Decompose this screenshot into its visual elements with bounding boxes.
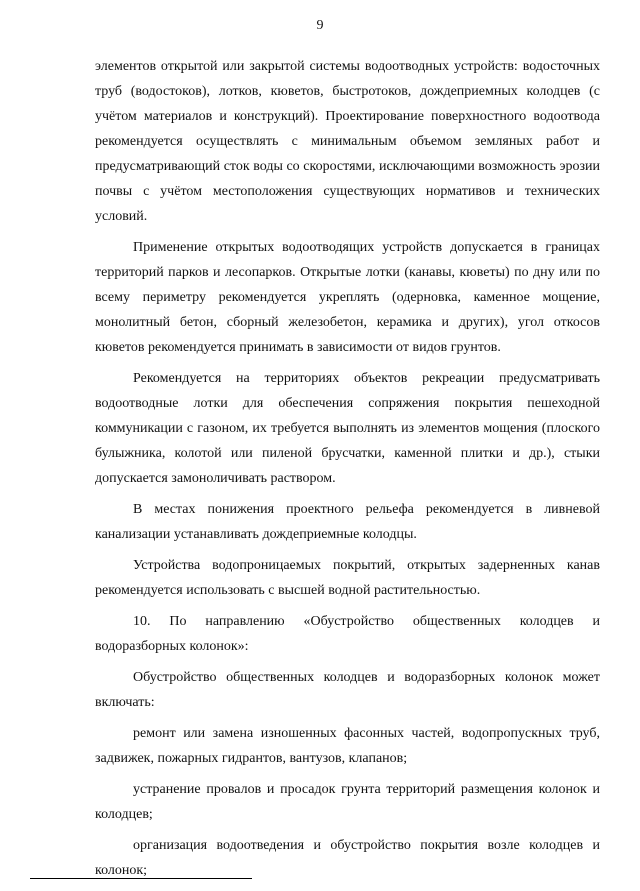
- page-number: 9: [316, 18, 324, 33]
- paragraph: Устройства водопроницаемых покрытий, открытых задерненных канав рекомендуется использовать с высшей водной растительностью.: [95, 558, 600, 598]
- footer-separator-line: [30, 878, 252, 879]
- paragraph: Применение открытых водоотводящих устройств допускается в границах территорий парков и лесопарков. Открытые лотки (канавы, кюветы) по дну или по всему периметру рекомендуется укреплять (одерновка, каменное мощение, монолитный бетон, сборный железобетон, керамика и других), угол откосов кюветов рекомендуется принимать в зависимости от видов грунтов.: [95, 240, 600, 355]
- section-heading: 10. По направлению «Обустройство общественных колодцев и водоразборных колонок»:: [95, 614, 600, 654]
- paragraph: В местах понижения проектного рельефа рекомендуется в ливневой канализации устанавливать дождеприемные колодцы.: [95, 502, 600, 542]
- paragraph: Обустройство общественных колодцев и водоразборных колонок может включать:: [95, 670, 600, 710]
- document-body: [95, 54, 600, 889]
- paragraph: Рекомендуется на территориях объектов рекреации предусматривать водоотводные лотки для обеспечения сопряжения покрытия пешеходной коммуникации с газоном, их требуется выполнять из элементов мощения (плоского булыжника, колотой или пиленой брусчатки, каменной плитки и др.), стыки допускается замоноличивать раствором.: [95, 371, 600, 486]
- list-item: ремонт или замена изношенных фасонных частей, водопропускных труб, задвижек, пожарных гидрантов, вантузов, клапанов;: [95, 726, 600, 766]
- paragraph: элементов открытой или закрытой системы водоотводных устройств: водосточных труб (водостоков), лотков, кюветов, быстротоков, дождеприемных колодцев (с учётом материалов и конструкций). Проектирование поверхностного водоотвода рекомендуется осуществлять с минимальным объемом земляных работ и предусматривающий сток воды со скоростями, исключающими возможность эрозии почвы с учётом местоположения существующих нормативов и технических условий.: [95, 59, 600, 224]
- list-item: организация водоотведения и обустройство покрытия возле колодцев и колонок;: [95, 838, 600, 878]
- list-item: устранение провалов и просадок грунта территорий размещения колонок и колодцев;: [95, 782, 600, 822]
